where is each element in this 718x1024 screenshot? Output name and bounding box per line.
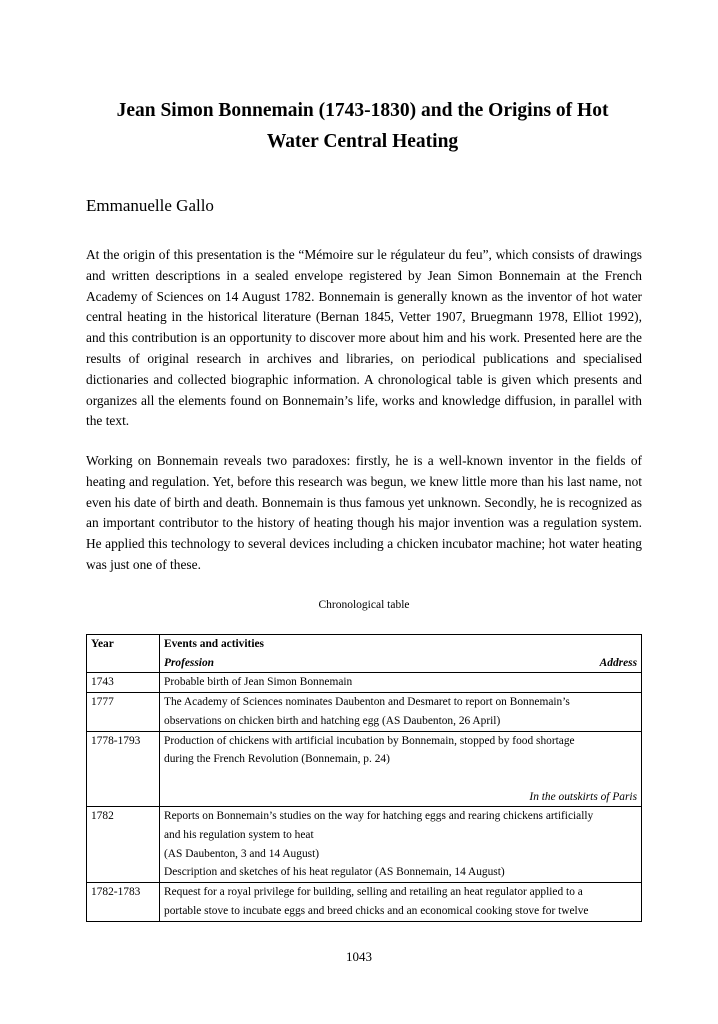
row-spacer — [164, 769, 637, 788]
row-event-line: observations on chicken birth and hatching egg (AS Daubenton, 26 April) — [164, 714, 501, 727]
chronological-table — [86, 634, 642, 922]
row-year: 1782 — [87, 807, 160, 883]
row-event-line: portable stove to incubate eggs and breed chicks and an economical cooking stove for twelve — [164, 904, 589, 917]
row-year: 1777 — [87, 693, 160, 731]
table-row — [87, 883, 642, 921]
header-events-cell — [160, 635, 642, 673]
row-events — [160, 807, 642, 883]
table-caption: Chronological table — [318, 599, 410, 611]
header-events: Events and activities — [164, 638, 264, 650]
row-event-line: Request for a royal privilege for building, selling and retailing an heat regulator applied to a — [164, 886, 583, 899]
row-event-line: Probable birth of Jean Simon Bonnemain — [164, 676, 353, 689]
table-row — [87, 731, 642, 807]
row-event-line: Reports on Bonnemain’s studies on the way for hatching eggs and rearing chickens artificially — [164, 810, 594, 823]
row-events — [160, 731, 642, 807]
row-event-line: Production of chickens with artificial incubation by Bonnemain, stopped by food shortage — [164, 734, 575, 747]
table-row — [87, 673, 642, 693]
row-events — [160, 883, 642, 921]
title-line-1: Jean Simon Bonnemain (1743-1830) and the Origins of Hot — [116, 100, 609, 121]
table-row — [87, 807, 642, 883]
row-event-line: The Academy of Sciences nominates Daubenton and Desmaret to report on Bonnemain’s — [164, 696, 570, 709]
row-event-line: and his regulation system to heat — [164, 829, 314, 842]
row-events — [160, 673, 642, 693]
row-year: 1743 — [87, 673, 160, 693]
header-subrow — [164, 654, 637, 673]
page-number: 1043 — [346, 949, 372, 964]
header-profession: Profession — [164, 656, 214, 669]
paragraph-1: At the origin of this presentation is the “Mémoire sur le régulateur du feu”, which consists of drawings and written descriptions in a sealed envelope registered by Jean Simon Bonnemain at the French Academy of Sciences on 14 August 1782. Bonnemain is generally known as the inventor of hot water central heating in the historical literature (Bernan 1845, Vetter 1907, Bruegmann 1978, Elliot 1992), and this contribution is an opportunity to discover more about him and his work. Presented here are the results of original research in archives and libraries, on periodical publications and specialised dictionaries and collected biographic information. A chronological table is given which presents and organizes all the elements found on Bonnemain’s life, works and knowledge diffusion, in parallel with the text. — [86, 247, 642, 429]
row-year: 1778-1793 — [87, 731, 160, 807]
row-events — [160, 693, 642, 731]
row-event-line: during the French Revolution (Bonnemain, p. 24) — [164, 753, 390, 766]
table-header-row — [87, 635, 642, 673]
row-event-line: (AS Daubenton, 3 and 14 August) — [164, 847, 320, 860]
row-year: 1782-1783 — [87, 883, 160, 921]
title-line-2: Water Central Heating — [266, 131, 459, 152]
row-address: In the outskirts of Paris — [529, 790, 637, 803]
row-event-line: Description and sketches of his heat regulator (AS Bonnemain, 14 August) — [164, 866, 505, 879]
header-year: Year — [87, 635, 160, 673]
table-row — [87, 693, 642, 731]
header-address: Address — [599, 656, 637, 669]
paragraph-2: Working on Bonnemain reveals two paradoxes: firstly, he is a well-known inventor in the fields of heating and regulation. Yet, before this research was begun, we knew little more than his last name, not even his date of birth and death. Bonnemain is thus famous yet unknown. Secondly, he is recognized as an important contributor to the history of heating though his major invention was a regulation system. He applied this technology to several devices including a chicken incubator machine; hot water heating was just one of these. — [86, 453, 642, 572]
paper-title — [90, 95, 635, 157]
author-name: Emmanuelle Gallo — [86, 196, 214, 215]
